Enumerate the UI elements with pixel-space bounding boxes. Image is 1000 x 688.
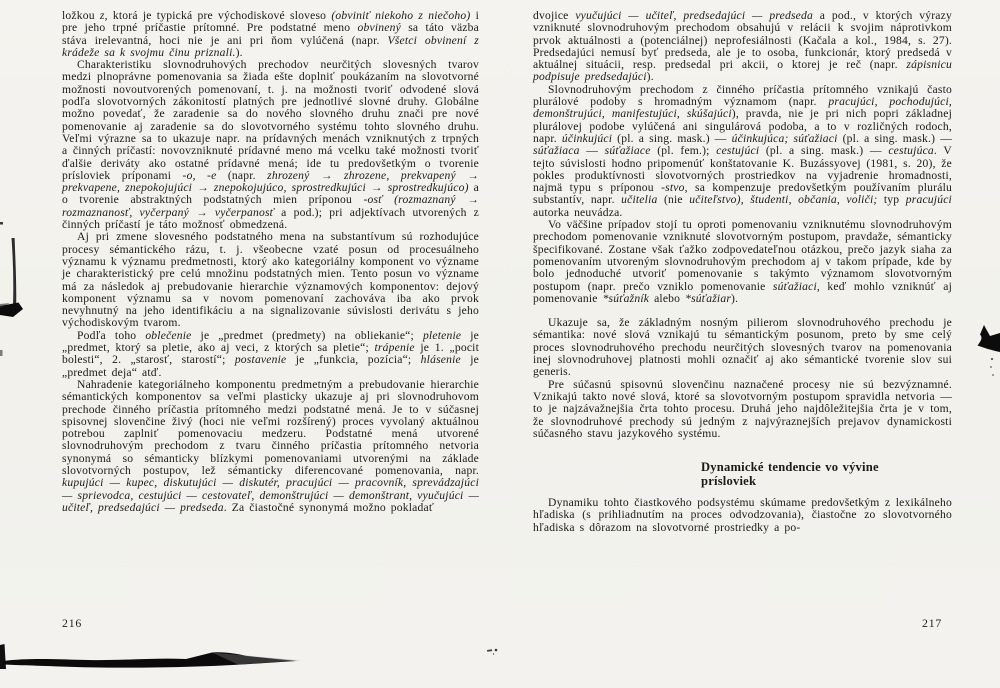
italic-text-run: učiteľstvo), študenti, občania, voliči; <box>689 193 878 207</box>
ink-blob-right-margin <box>978 325 1000 352</box>
paragraph <box>62 59 479 231</box>
text-run: sa táto väzba stáva irelevantná, hoci nie je ani pri ňom vylúčená (napr. <box>62 21 479 47</box>
text-run: dvojice <box>533 9 576 22</box>
section-heading <box>701 460 921 488</box>
text-run: , keď mohlo vzniknúť aj pomenovanie <box>533 279 952 305</box>
paragraph <box>62 10 479 59</box>
italic-text-run: Všetci obvinení z krádeže sa k svojmu činu priznali. <box>62 33 479 59</box>
italic-text-run: *súťažník <box>602 291 650 305</box>
text-run: (pl. a sing. mask.) — <box>837 131 953 145</box>
ink-dot-right-margin-2 <box>990 366 992 368</box>
italic-text-run: účinkujúci <box>561 131 613 145</box>
text-run: i pre jeho trpné príčastie prítomné. Pre podstatné meno <box>62 9 480 35</box>
page-number-left: 216 <box>62 616 83 630</box>
text-run: typ <box>877 193 906 207</box>
text-run: , sa kompenzuje predovšetkým používaním plurálu substantív, napr. <box>533 181 952 207</box>
text-run: ). <box>731 291 739 305</box>
paragraph <box>62 330 479 379</box>
italic-text-run: z <box>99 9 105 22</box>
text-run: je 1. „pocit bolesti“, 2. „starosť, starostí“; <box>62 341 480 367</box>
paragraph <box>533 84 952 219</box>
ink-speck-left-edge-top <box>0 222 3 225</box>
paragraph <box>533 317 952 378</box>
text-run: alebo <box>649 291 686 305</box>
italic-text-run: kupujúci — kupec, diskutujúci — diskutér, pracujúci — pracovník, sprevádzajúci — sprievodca, cestujúci — cestovateľ, demonštrujúci — demonštrant, vyučujúci — učiteľ, predsedajúci — predseda <box>62 476 479 514</box>
italic-text-run: postavenie <box>234 353 287 367</box>
ink-dot-right-margin-1 <box>991 358 993 360</box>
text-run: , ktorá je typická pre východiskové sloveso <box>104 9 332 22</box>
italic-text-run: súťažiace <box>604 144 651 158</box>
text-run: ložkou <box>62 9 100 22</box>
text-run: Dynamiku tohto čiastkového podsystému skúmame predovšetkým z lexikálneho hľadiska (s prihliadnutím na proces odvodzovania), čiastočne zo slovotvorného hľadiska s dôrazom na slovotvorné prostriedky a po- <box>533 496 952 534</box>
ink-speck-bottom-center-dot <box>495 649 498 652</box>
italic-text-run: zápisnicu podpisuje predsedajúci <box>533 58 952 84</box>
italic-text-run: vyučujúci — učiteľ, predsedajúci — predseda <box>575 9 814 22</box>
ink-speck-bottom-center-dot-small <box>493 653 494 654</box>
text-run: (pl. fem.); <box>650 144 717 158</box>
italic-text-run: oblečenie <box>145 328 192 342</box>
italic-text-run: hlásenie <box>420 353 461 367</box>
text-run: je „predmet (predmety) na obliekanie“; <box>191 328 423 342</box>
ink-blob-left-margin <box>0 303 23 318</box>
text-run: Pre súčasnú spisovnú slovenčinu naznačené procesy nie sú bezvýznamné. Vznikajú takto nové slová, ktoré sa slovotvorným postupom spravidla netvoria — to je najzávažnejšia črta tohto procesu. Druhá jeho najdôležitejšia črta je v tom, že slovnodruhové prechody sú jedným z najvýraznejších prejavov dynamickosti súčasného stavu jazykového systému. <box>533 377 952 440</box>
text-run: (napr. <box>216 168 268 182</box>
italic-text-run: -osť (rozmaznaný → rozmaznanosť, vyčerpaný → vyčerpanosť <box>62 193 479 219</box>
text-run: . V tejto súvislosti hodno pripomenúť konštatovanie K. Buzássyovej (1981, s. 20), že pokles produktívnosti slovotvorných prostriedkov na vyjadrenie hromadnosti, najmä typu s príponou <box>533 144 952 195</box>
text-run: Dynamické tendencie vo vývine prísloviek <box>701 460 879 489</box>
italic-text-run: pracujúci, pochodujúci, demonštrujúci, manifestujúci, skúšajúci <box>533 95 953 121</box>
text-run: ), pravda, nie je pri nich popri základnej plurálovej podobe vylúčená ani singulárová podoba, a to v rozličných rodoch, napr. <box>533 107 952 145</box>
text-run: — <box>579 144 605 158</box>
italic-text-run: *súťažiar <box>685 291 732 305</box>
italic-text-run: súťažiaca <box>533 144 580 158</box>
text-run: je „predmet, ktorý sa pletie, ako aj veci, z ktorých sa pletie“; <box>62 328 480 355</box>
paragraph <box>533 219 952 305</box>
ink-streak-left-margin <box>12 238 17 305</box>
text-run: . Za čiastočné synonymá možno pokladať <box>223 500 434 514</box>
text-run: je „predmet deja“ atď. <box>62 353 479 379</box>
text-run: Charakteristiku slovnodruhových prechodov neurčitých slovesných tvarov medzi plnoprávne pomenovania sa žiada ešte doplniť poukázaním na slovotvorné možnosti novoutvorených pomenovaní, t. j. na možnosti tvoriť odvodené slová podľa slovotvorných zákonitostí platných pre jednotlivé slovné druhy. Globálne možno povedať, že zaradenie sa do nového slovného druhu znači pre nové pomenovanie aj zaradenie sa do slovotvorného systému tohto slovného druhu. Veľmi výrazne sa to ukazuje napr. na prídavných menách vzniknutých z trpných a činných príčastí: novovzniknuté prídavné meno má vcelku také možnosti tvoriť ďalšie deriváty ako ostatné prídavné mená; ide tu predovšetkým o tvorenie prísloviek príponami <box>62 58 479 182</box>
italic-text-run: učitelia <box>621 193 658 207</box>
text-run: a pod., v ktorých výrazy vzniknuté slovnodruhovým prechodom obsahujú v relácii k svojim náprotivkom prvok aktuálnosti a (potenciálnej) neprofesiálnosti (Kačala a kol., 1984, s. 27). Predsedajúci nemusí byť predseda, ale je to osoba, funkcionár, ktorý predsedá v aktuálnej situácii, resp. predsedal pri akcii, o ktorej je reč (napr. <box>533 9 952 72</box>
italic-text-run: cestujúca <box>888 144 934 158</box>
text-run: ). <box>646 70 654 84</box>
text-run: Slovnodruhovým prechodom z činného príčastia prítomného vznikajú často plurálové podoby s hromadným významom (napr. <box>533 82 952 109</box>
text-run: (nie <box>657 193 690 207</box>
italic-text-run: -stvo <box>661 181 685 195</box>
text-run: Nahradenie kategoriálneho komponentu predmetným a prebudovanie hierarchie sémantických komponentov sa veľmi plasticky ukazuje aj pri slovnodruhovom prechode činného príčastia prítomného medzi podstatné mená. Je to v súčasnej spisovnej slovenčine živý (hoci nie veľmi rozšírený) proces vyvolaný aktuálnou potrebou zaplniť pomenovaciu medzeru. Podstatné mená utvorené slovnodruhovým prechodom z tvaru činného príčastia prítomného netvoria synonymá so sémanticky blízkymi pomenovaniami utvorenými na základe slovotvorných postupov, lež sémanticky diferencované pomenovania, napr. <box>62 377 479 477</box>
text-run: Podľa toho <box>77 328 146 342</box>
right-page-text-column <box>533 10 952 534</box>
italic-text-run: obvinený <box>357 21 401 35</box>
paragraph <box>62 231 479 329</box>
text-run: (pl. a sing. mask.) — <box>759 144 889 158</box>
ink-smear-bottom-left <box>3 652 296 667</box>
paragraph <box>533 379 952 440</box>
left-page-text-column <box>62 10 479 514</box>
text-run: (pl. a sing. mask.) — <box>612 131 732 145</box>
italic-text-run: zhrozený → zhrozene, prekvapený → prekvapene, znepokojujúci → znepokojujúco, sprostredkujúci → sprostredkujúco) <box>62 168 479 195</box>
italic-text-run: pracujúci <box>905 193 952 207</box>
page-number-right: 217 <box>922 616 943 630</box>
ink-dot-right-margin-3 <box>992 374 994 376</box>
italic-text-run: (obviniť niekoho z niečoho) <box>331 9 471 22</box>
italic-text-run: cestujúci <box>716 144 760 158</box>
text-run: Aj pri zmene slovesného podstatného mena na substantívum sú rozhodujúce procesy sémantického rázu, t. j. všeobecne vzaté posun od procesuálneho významu k významu predmetnosti, ktorý ako kategoriálny komponent vo význame je charakteristický pre celú množinu podstatných mien. Tento posun vo význame má za následok aj prebudovanie hierarchie významových komponentov: dejový komponent významu sa v novom pomenovaní zachováva iba ako prvok nevyhnutný na jeho identifikáciu a na signalizovanie súvislosti derivátu s jeho východiskovým tvarom. <box>62 230 479 330</box>
ink-speck-left-edge-lower <box>0 350 3 356</box>
italic-text-run: trápenie <box>374 341 415 355</box>
ink-blob-left-margin-halo <box>0 303 10 308</box>
text-run: je „funkcia, pozícia“; <box>286 353 421 367</box>
text-run: a pod.); pri adjektívach utvorených z činných príčastí je táto možnosť obmedzená. <box>62 205 479 232</box>
paragraph <box>533 10 952 84</box>
text-run: autorka neuvádza. <box>533 205 623 219</box>
text-run: a o tvorenie abstraktných podstatných mien príponou <box>62 181 480 207</box>
ink-smear-bottom-left-tail <box>212 653 300 665</box>
text-run: Ukazuje sa, že základným nosným pilierom slovnodruhového prechodu je sémantika: nové slová vznikajú tu sémantickým posunom, preto by sme celý proces slovnodruhového prechodu neurčitých slovesných tvarov na pomenovania inej slovnodruhovej platnosti mohli označiť aj ako sémantické tvorenie slov sui generis. <box>533 316 952 379</box>
italic-text-run: pletenie <box>422 328 462 342</box>
italic-text-run: súťažiaci <box>772 279 817 293</box>
ink-speck-bottom-center-dash <box>487 649 492 651</box>
paragraph <box>533 497 952 534</box>
text-run: ). <box>235 45 243 59</box>
italic-text-run: účinkujúca; súťažiaci <box>731 131 838 145</box>
paragraph <box>62 379 479 514</box>
text-run: Vo väčšine prípadov stojí tu oproti pomenovaniu vzniknutému slovnodruhovým prechodom pomenovanie vzniknuté slovotvorným postupom, pravdaže, sémanticky špecifikované. Zostane však ťažko zodpovedateľnou otázkou, prečo jazyk siaha za pomenovaním utvoreným slovnodruhovým prechodom aj v takom prípade, kde by bolo jednoduché utvoriť pomenovanie s takýmto významom slovotvorným postupom (napr. prečo vzniklo pomenovanie <box>533 218 952 293</box>
italic-text-run: -o, -e <box>182 168 217 182</box>
ink-tick-bottom-left <box>0 644 6 669</box>
